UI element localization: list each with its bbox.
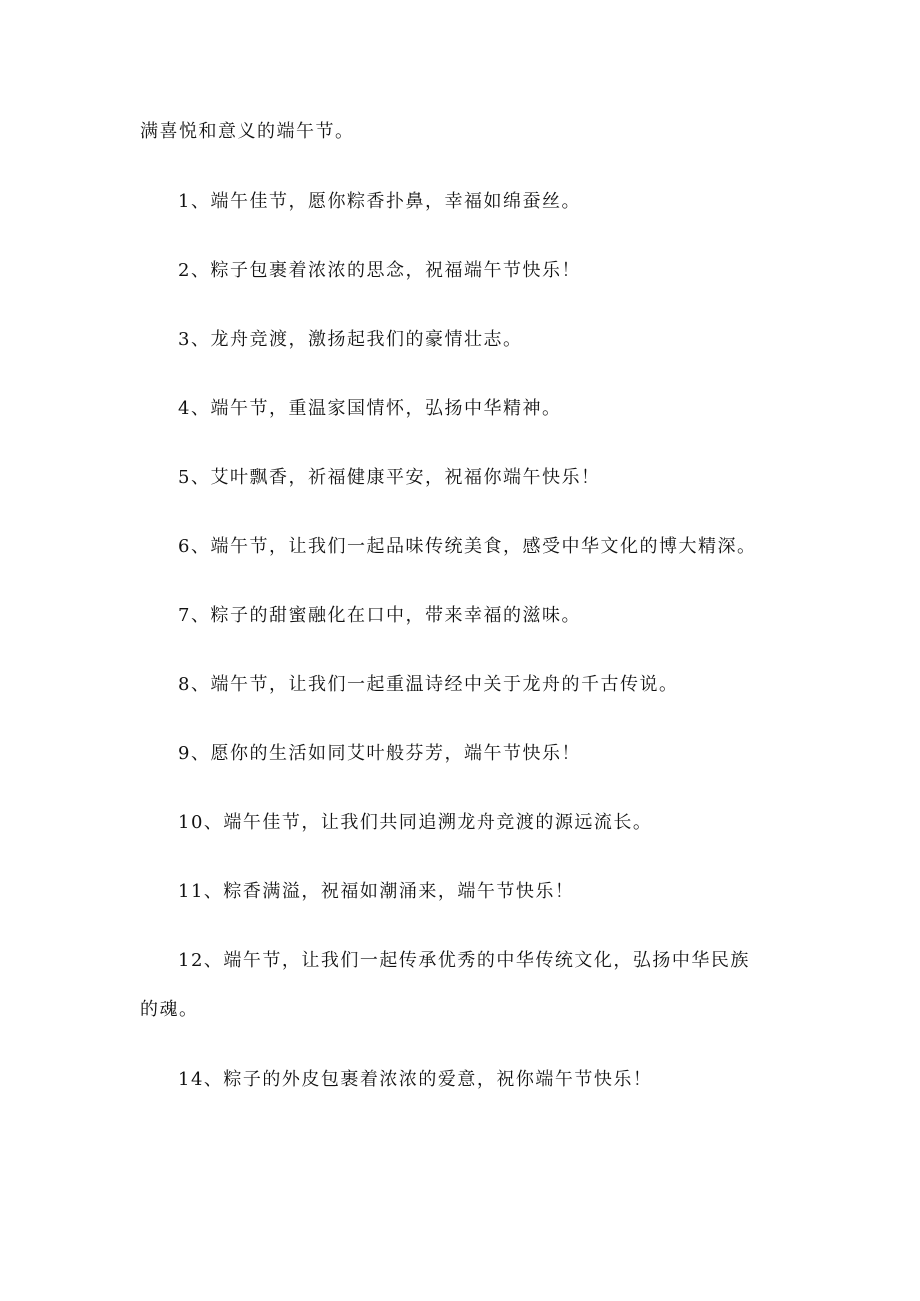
list-item: 1、端午佳节，愿你粽香扑鼻，幸福如绵蚕丝。	[178, 191, 581, 212]
list-item: 4、端午节，重温家国情怀，弘扬中华精神。	[178, 398, 562, 419]
list-item: 3、龙舟竞渡，激扬起我们的豪情壮志。	[178, 329, 523, 350]
list-item: 9、愿你的生活如同艾叶般芬芳，端午节快乐！	[178, 743, 581, 764]
list-item: 11、粽香满溢，祝福如潮涌来，端午节快乐！	[178, 881, 575, 902]
continuation-line: 满喜悦和意义的端午节。	[140, 121, 355, 142]
list-item: 5、艾叶飘香，祈福健康平安，祝福你端午快乐！	[178, 467, 601, 488]
list-item: 12、端午节，让我们一起传承优秀的中华传统文化，弘扬中华民族	[178, 950, 750, 971]
list-item: 2、粽子包裹着浓浓的思念，祝福端午节快乐！	[178, 260, 581, 281]
list-item: 7、粽子的甜蜜融化在口中，带来幸福的滋味。	[178, 605, 581, 626]
list-item: 8、端午节，让我们一起重温诗经中关于龙舟的千古传说。	[178, 674, 679, 695]
list-item: 10、端午佳节，让我们共同追溯龙舟竞渡的源远流长。	[178, 812, 653, 833]
list-item-continuation: 的魂。	[140, 999, 199, 1020]
list-item: 14、粽子的外皮包裹着浓浓的爱意，祝你端午节快乐！	[178, 1069, 653, 1090]
list-item: 6、端午节，让我们一起品味传统美食，感受中华文化的博大精深。	[178, 536, 757, 557]
